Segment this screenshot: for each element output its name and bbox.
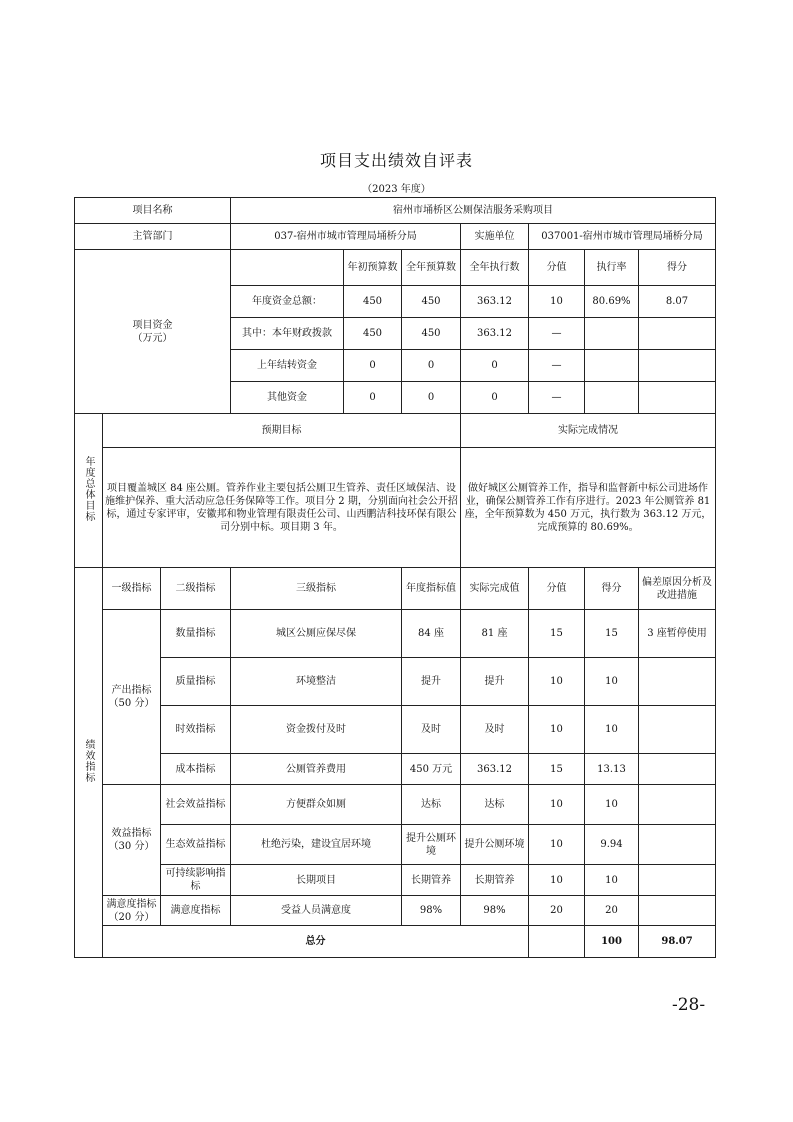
perf-level3: 方便群众如厕 (231, 785, 402, 825)
funds-label: 项目资金 （万元） (75, 250, 231, 414)
perf-row (75, 658, 716, 706)
implementing-unit-label: 实施单位 (461, 224, 529, 250)
perf-level1-output: 产出指标 （50 分） (103, 610, 161, 785)
perf-reason (639, 896, 716, 926)
perf-level3: 杜绝污染，建设宜居环境 (231, 825, 402, 865)
perf-reason: 3 座暂停使用 (639, 610, 716, 658)
funds-score (639, 350, 716, 382)
perf-level3: 环境整洁 (231, 658, 402, 706)
funds-weight: — (529, 350, 585, 382)
perf-target: 84 座 (402, 610, 461, 658)
funds-rate (585, 350, 639, 382)
perf-weight: 20 (529, 896, 585, 926)
perf-weight: 10 (529, 658, 585, 706)
perf-score: 10 (585, 658, 639, 706)
perf-target: 达标 (402, 785, 461, 825)
implementing-unit-value: 037001-宿州市城市管理局埇桥分局 (529, 224, 716, 250)
perf-level2: 时效指标 (161, 706, 231, 754)
project-name-value: 宿州市埇桥区公厕保洁服务采购项目 (231, 198, 716, 224)
perf-row (75, 825, 716, 865)
perf-row (75, 754, 716, 785)
goals-expected-header: 预期目标 (103, 414, 461, 448)
perf-level2: 生态效益指标 (161, 825, 231, 865)
funds-score (639, 318, 716, 350)
funds-header-score: 得分 (639, 250, 716, 286)
perf-actual: 及时 (461, 706, 529, 754)
perf-score: 9.94 (585, 825, 639, 865)
perf-score: 20 (585, 896, 639, 926)
perf-header-level3: 三级指标 (231, 568, 402, 610)
perf-actual: 98% (461, 896, 529, 926)
perf-header-reason: 偏差原因分析及改进措施 (639, 568, 716, 610)
funds-initial: 0 (344, 382, 402, 414)
perf-row (75, 610, 716, 658)
perf-actual: 达标 (461, 785, 529, 825)
perf-reason (639, 658, 716, 706)
perf-target: 提升 (402, 658, 461, 706)
perf-reason (639, 865, 716, 896)
perf-level3: 城区公厕应保尽保 (231, 610, 402, 658)
funds-annual: 450 (402, 318, 461, 350)
perf-level2: 数量指标 (161, 610, 231, 658)
perf-level1-benefit: 效益指标 （30 分） (103, 785, 161, 896)
perf-target: 及时 (402, 706, 461, 754)
total-weight: 100 (585, 926, 639, 958)
total-label: 总分 (103, 926, 529, 958)
funds-row-label: 年度资金总额： (231, 286, 344, 318)
funds-score (639, 382, 716, 414)
evaluation-table (74, 197, 716, 958)
funds-executed: 363.12 (461, 318, 529, 350)
perf-row (75, 865, 716, 896)
perf-level2: 满意度指标 (161, 896, 231, 926)
page-number: -28- (672, 995, 706, 1015)
perf-row (75, 785, 716, 825)
perf-level2: 可持续影响指标 (161, 865, 231, 896)
perf-score: 13.13 (585, 754, 639, 785)
perf-score: 15 (585, 610, 639, 658)
funds-weight: 10 (529, 286, 585, 318)
department-value: 037-宿州市城市管理局埇桥分局 (231, 224, 461, 250)
perf-reason (639, 785, 716, 825)
perf-level2: 成本指标 (161, 754, 231, 785)
goals-header-row (75, 414, 716, 448)
perf-level3: 公厕管养费用 (231, 754, 402, 785)
department-label: 主管部门 (75, 224, 231, 250)
perf-reason (639, 825, 716, 865)
perf-level3: 受益人员满意度 (231, 896, 402, 926)
funds-header-blank (231, 250, 344, 286)
total-blank (529, 926, 585, 958)
funds-header-executed: 全年执行数 (461, 250, 529, 286)
funds-initial: 450 (344, 318, 402, 350)
performance-label (75, 568, 103, 958)
perf-weight: 10 (529, 706, 585, 754)
perf-weight: 15 (529, 754, 585, 785)
perf-header-level2: 二级指标 (161, 568, 231, 610)
funds-score: 8.07 (639, 286, 716, 318)
funds-initial: 450 (344, 286, 402, 318)
perf-actual: 提升 (461, 658, 529, 706)
perf-level3: 资金拨付及时 (231, 706, 402, 754)
perf-actual: 81 座 (461, 610, 529, 658)
perf-actual: 长期管养 (461, 865, 529, 896)
performance-label-text: 绩效指标 (83, 738, 94, 783)
perf-target: 长期管养 (402, 865, 461, 896)
goals-expected-text: 项目覆盖城区 84 座公厕。管养作业主要包括公厕卫生管养、责任区域保洁、设施维护保养、重大活动应急任务保障等工作。项目分 2 期，分别面向社会公开招标，通过专家评审，安徽邦和物业管理有限责任公司、山西鹏洁科技环保有限公司分别中标。项目期 3 年。 (103, 448, 461, 568)
funds-row-label: 其他资金 (231, 382, 344, 414)
funds-header-annual: 全年预算数 (402, 250, 461, 286)
funds-initial: 0 (344, 350, 402, 382)
perf-weight: 10 (529, 865, 585, 896)
funds-annual: 0 (402, 382, 461, 414)
perf-weight: 10 (529, 785, 585, 825)
perf-weight: 10 (529, 825, 585, 865)
total-row (75, 926, 716, 958)
performance-header-row (75, 568, 716, 610)
perf-reason (639, 754, 716, 785)
perf-header-target: 年度指标值 (402, 568, 461, 610)
perf-header-actual: 实际完成值 (461, 568, 529, 610)
funds-row-label: 其中：本年财政拨款 (231, 318, 344, 350)
perf-score: 10 (585, 706, 639, 754)
funds-executed: 0 (461, 382, 529, 414)
total-score: 98.07 (639, 926, 716, 958)
funds-executed: 0 (461, 350, 529, 382)
goals-label-text: 年度总体目标 (83, 455, 94, 522)
funds-annual: 0 (402, 350, 461, 382)
perf-row (75, 896, 716, 926)
perf-level2: 质量指标 (161, 658, 231, 706)
funds-header-weight: 分值 (529, 250, 585, 286)
funds-row-label: 上年结转资金 (231, 350, 344, 382)
funds-weight: — (529, 318, 585, 350)
perf-row (75, 706, 716, 754)
goals-actual-text: 做好城区公厕管养工作，指导和监督新中标公司进场作业，确保公厕管养工作有序进行。2023 年公厕管养 81 座，全年预算数为 450 万元，执行数为 363.12 万元，完成预算的 80.69%。 (461, 448, 716, 568)
perf-target: 提升公厕环境 (402, 825, 461, 865)
perf-level3: 长期项目 (231, 865, 402, 896)
perf-header-weight: 分值 (529, 568, 585, 610)
funds-rate (585, 382, 639, 414)
goals-content-row (75, 448, 716, 568)
department-row (75, 224, 716, 250)
goals-label (75, 414, 103, 568)
perf-reason (639, 706, 716, 754)
perf-score: 10 (585, 785, 639, 825)
funds-header-row (75, 250, 716, 286)
perf-target: 450 万元 (402, 754, 461, 785)
funds-header-rate: 执行率 (585, 250, 639, 286)
perf-score: 10 (585, 865, 639, 896)
goals-actual-header: 实际完成情况 (461, 414, 716, 448)
project-name-row (75, 198, 716, 224)
perf-header-score: 得分 (585, 568, 639, 610)
perf-level2: 社会效益指标 (161, 785, 231, 825)
funds-annual: 450 (402, 286, 461, 318)
perf-target: 98% (402, 896, 461, 926)
funds-rate (585, 318, 639, 350)
funds-header-initial: 年初预算数 (344, 250, 402, 286)
perf-actual: 提升公厕环境 (461, 825, 529, 865)
project-name-label: 项目名称 (75, 198, 231, 224)
funds-rate: 80.69% (585, 286, 639, 318)
funds-executed: 363.12 (461, 286, 529, 318)
perf-header-level1: 一级指标 (103, 568, 161, 610)
perf-actual: 363.12 (461, 754, 529, 785)
page-title: 项目支出绩效自评表 (319, 151, 473, 170)
perf-level1-satisfaction: 满意度指标 （20 分） (103, 896, 161, 926)
funds-weight: — (529, 382, 585, 414)
perf-weight: 15 (529, 610, 585, 658)
page-subtitle: （2023 年度） (362, 184, 431, 195)
